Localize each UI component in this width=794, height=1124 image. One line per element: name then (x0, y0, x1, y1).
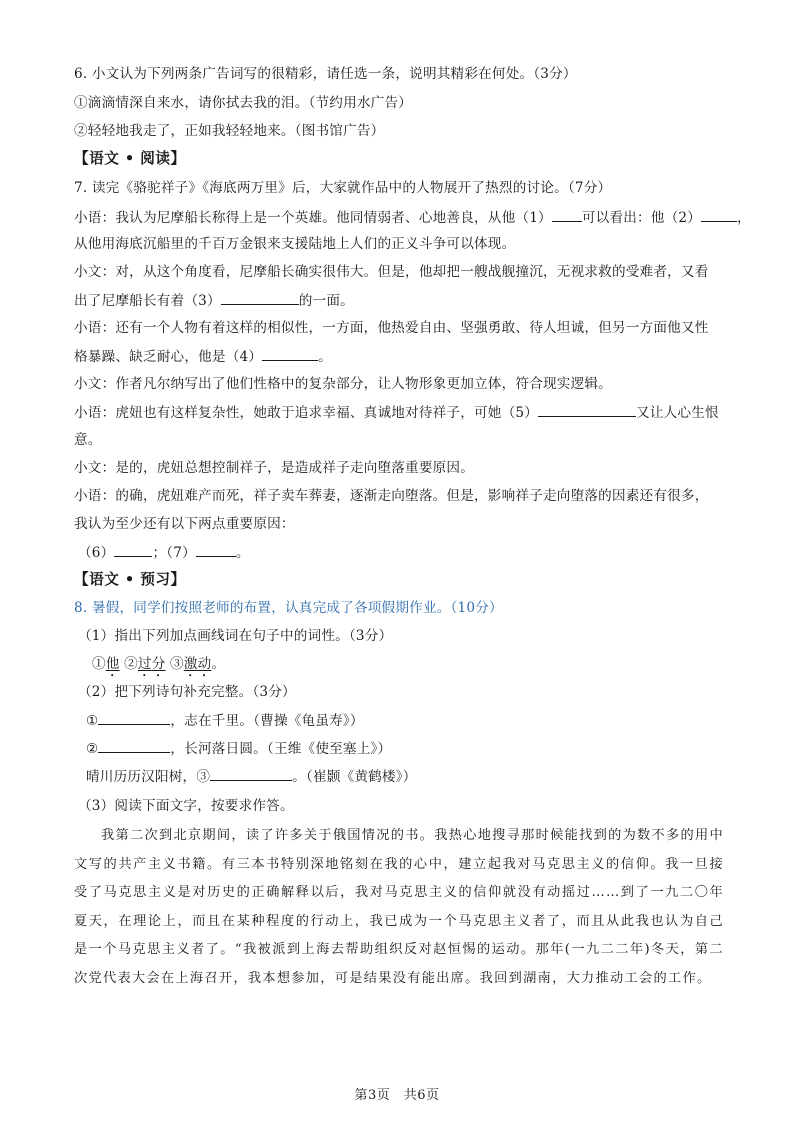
q7-line-2: 从他用海底沉船里的千百万金银来支援陆地上人们的正义斗争可以体现。 (74, 236, 516, 252)
answer-blank-4[interactable] (262, 346, 318, 361)
q6-ad-1: ①滴滴情深自来水，请你拭去我的泪。（节约用水广告） (74, 95, 413, 111)
q7-line-13-text-c: 。 (235, 545, 250, 561)
answer-blank-6[interactable] (114, 542, 152, 557)
q7-line-13-text-a: （6） (78, 545, 115, 561)
q8-part-1: （1）指出下列加点画线词在句子中的词性。（3分） (78, 628, 393, 644)
q7-line-6-text-b: 。 (318, 349, 332, 365)
q7-line-1-text-c: ， (737, 210, 751, 226)
q7-line-8-text-b: 又让人心生恨 (636, 405, 719, 421)
section-heading-preview: 【语文 • 预习】 (74, 571, 186, 588)
q6-ad-2: ②轻轻地我走了，正如我轻轻地来。（图书馆广告） (74, 123, 385, 139)
q7-line-9: 意。 (74, 432, 102, 448)
q7-line-3: 小文：对，从这个角度看，尼摩船长确实很伟大。但是，他却把一艘战舰撞沉，无视求救的受难者，又看 (74, 264, 709, 280)
word-1-number: ① (92, 656, 106, 672)
word-1-marked: 他 (105, 656, 120, 672)
q7-line-1-text-b: 可以看出：他（2） (581, 210, 702, 226)
q7-line-4-text-a: 出了尼摩船长有着（3） (74, 293, 221, 309)
q7-line-10: 小文：是的，虎妞总想控制祥子，是造成祥子走向堕落重要原因。 (74, 460, 475, 476)
q7-line-11: 小语：的确，虎妞难产而死，祥子卖车葬妻，逐渐走向堕落。但是，影响祥子走向堕落的因素还有很多， (74, 488, 709, 504)
answer-blank-7[interactable] (196, 542, 236, 557)
q7-line-1-text-a: 小语：我认为尼摩船长称得上是一个英雄。他同情弱者、心地善良，从他（1） (74, 210, 552, 226)
q7-line-4-text-b: 的一面。 (298, 293, 354, 309)
q7-line-1 (74, 207, 751, 228)
poem-line-3 (86, 766, 417, 787)
poem-line-2-number: ② (86, 741, 99, 757)
answer-blank-3[interactable] (221, 290, 299, 305)
q7-line-8 (74, 402, 719, 423)
q7-line-12: 我认为至少还有以下两点重要原因： (74, 516, 295, 532)
q8-part-3: （3）阅读下面文字，按要求作答。 (78, 798, 294, 814)
q7-stem: 7. 读完《骆驼祥子》《海底两万里》后，大家就作品中的人物展开了热烈的讨论。（7分） (74, 180, 612, 196)
q7-line-6 (74, 346, 332, 367)
answer-blank-1[interactable] (552, 207, 582, 222)
poem-line-1-text: ，志在千里。（曹操《龟虽寿》） (170, 713, 364, 729)
q7-line-13-text-b: ；（7） (152, 545, 196, 561)
poem-blank-2[interactable] (98, 738, 170, 753)
poem-line-3-text-b: 。（崔颢《黄鹤楼》） (292, 769, 417, 785)
q7-line-8-text-a: 小语：虎妞也有这样复杂性，她敢于追求幸福、真诚地对待祥子，可她（5） (74, 405, 539, 421)
poem-blank-1[interactable] (98, 710, 170, 725)
reading-passage: 我第二次到北京期间，读了许多关于俄国情况的书。我热心地搜寻那时候能找到的为数不多的用中文写的共产主义书籍。有三本书特别深地铭刻在我的心中，建立起我对马克思主义的信仰。我一旦接受了马克思主义是对历史的正确解释以后，我对马克思主义的信仰就没有动摇过……到了一九二〇年夏天，在理论上，而且在某种程度的行动上，我已成为一个马克思主义者了，而且从此我也认为自己是一个马克思主义者了。“我被派到上海去帮助组织反对赵恒惕的运动。那年(一九二二年)冬天，第二次党代表大会在上海召开，我本想参加，可是结果没有能出席。我回到湖南，大力推动工会的工作。 (74, 828, 724, 986)
word-2-marked: 过分 (137, 656, 166, 672)
q7-line-6-text-a: 格暴躁、缺乏耐心，他是（4） (74, 349, 263, 365)
q8-part-2: （2）把下列诗句补充完整。（3分） (78, 684, 296, 700)
word-2-number: ② (124, 656, 138, 672)
q8-stem: 8. 暑假，同学们按照老师的布置，认真完成了各项假期作业。（10分） (74, 600, 503, 616)
poem-line-1-number: ① (86, 713, 99, 729)
q7-line-5: 小语：还有一个人物有着这样的相似性，一方面，他热爱自由、坚强勇敢、待人坦诚，但另一方面他又性 (74, 320, 709, 336)
page-footer: 第3页 共6页 (354, 1088, 440, 1103)
poem-line-1 (86, 710, 364, 731)
word-3-marked: 激动 (183, 656, 212, 672)
q8-word-list (92, 654, 225, 680)
answer-blank-5[interactable] (538, 402, 636, 417)
q7-line-4 (74, 290, 354, 311)
answer-blank-2[interactable] (701, 207, 737, 222)
word-3-number: ③ (170, 656, 184, 672)
poem-blank-3[interactable] (210, 766, 292, 781)
section-heading-reading: 【语文 • 阅读】 (74, 150, 186, 167)
poem-line-2-text: ，长河落日圆。（王维《使至塞上》） (170, 741, 392, 757)
q7-line-7: 小文：作者凡尔纳写出了他们性格中的复杂部分，让人物形象更加立体，符合现实逻辑。 (74, 376, 612, 392)
poem-line-2 (86, 738, 391, 759)
q7-line-13 (78, 542, 250, 563)
word-list-end: 。 (211, 656, 226, 672)
poem-line-3-text-a: 晴川历历汉阳树，③ (86, 769, 211, 785)
q6-stem: 6. 小文认为下列两条广告词写的很精彩，请任选一条，说明其精彩在何处。（3分） (74, 66, 577, 82)
